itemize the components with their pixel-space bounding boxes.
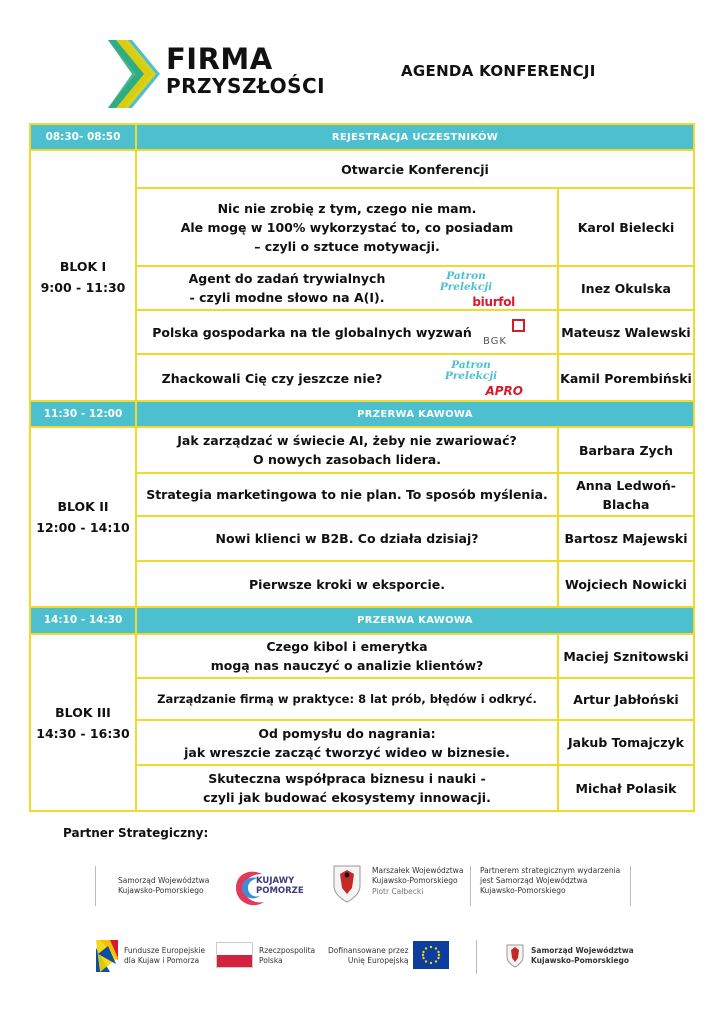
biurfol-logo: biurfol — [472, 295, 515, 309]
fundusze-logo — [96, 940, 118, 972]
talk-blok2-3: Nowi klienci w B2B. Co działa dzisiaj? — [135, 515, 559, 562]
blok2-name: BLOK II — [57, 499, 109, 514]
talk-blok3-2: Zarządzanie firmą w praktyce: 8 lat prób, błędów i odkryć. — [135, 677, 559, 721]
bgk-text: BGK — [483, 336, 507, 347]
blok3-name: BLOK III — [55, 704, 111, 720]
talk-blok2-2: Strategia marketingowa to nie plan. To sposób myślenia. — [135, 472, 559, 517]
rp-text: Rzeczpospolita Polska — [259, 946, 316, 965]
speaker-blok2-1: Barbara Zych — [557, 426, 695, 474]
talk-blok2-1: Jak zarządzać w świecie AI, żeby nie zwariować? O nowych zasobach lidera. — [135, 426, 559, 474]
talk-blok2-4: Pierwsze kroki w eksporcie. — [135, 560, 559, 608]
partner-separator-right — [630, 866, 631, 906]
blok3-time: 14:30 - 16:30 — [36, 725, 130, 741]
logo-line2: PRZYSZŁOŚCI — [166, 74, 326, 98]
talk-blok1-3-title: Polska gospodarka na tle globalnych wyzwań — [152, 324, 472, 340]
blok3-label — [29, 633, 137, 812]
talk-blok1-3 — [135, 309, 559, 355]
patron-apro — [411, 360, 531, 401]
speaker-blok3-4: Michał Polasik — [557, 764, 695, 812]
eu-flag-icon — [413, 941, 449, 969]
blok1-label — [29, 149, 137, 404]
apro-logo: APRO — [485, 384, 523, 398]
speaker-blok3-3: Jakub Tomajczyk — [557, 719, 695, 766]
marszalek-text: Marszałek Województwa Kujawsko-Pomorskiego — [372, 866, 464, 885]
blok1-time: 9:00 - 11:30 — [40, 279, 126, 295]
break1-time: 11:30 - 12:00 — [29, 400, 137, 428]
kujawy-pomorze-logo — [232, 866, 312, 910]
blok1-name: BLOK I — [59, 258, 107, 274]
partner-separator-left — [95, 866, 96, 906]
talk-blok1-4 — [135, 353, 559, 404]
bgk-logo — [483, 319, 527, 347]
patron-label: Patron Prelekcji — [439, 270, 493, 293]
samorzad-text: Samorząd Województwa Kujawsko-Pomorskiego — [118, 876, 210, 895]
opening-cell: Otwarcie Konferencji — [135, 149, 695, 189]
partner-text: Partnerem strategicznym wydarzenia jest Samorząd Województwa Kujawsko-Pomorskiego — [480, 866, 621, 895]
logo-line1: FIRMA — [166, 42, 273, 76]
patron-label-2: Patron Prelekcji — [444, 359, 498, 382]
eagle-shield-small-icon — [506, 944, 524, 968]
eagle-shield-icon — [332, 864, 362, 904]
talk-blok1-2 — [135, 265, 559, 311]
fundusze-text: Fundusze Europejskie dla Kujaw i Pomorza — [124, 946, 206, 965]
talk-blok1-4-title: Zhackowali Cię czy jeszcze nie? — [161, 371, 383, 386]
agenda-title: AGENDA KONFERENCJI — [401, 62, 596, 80]
samorzad2-text: Samorząd Województwa Kujawsko-Pomorskiego — [531, 946, 634, 965]
marszalek-name: Piotr Całbecki — [372, 887, 424, 896]
registration-time: 08:30- 08:50 — [29, 123, 137, 151]
coat-of-arms-logo — [332, 864, 362, 904]
speaker-blok1-4: Kamil Porembiński — [557, 353, 695, 404]
speaker-blok2-2: Anna Ledwoń-Blacha — [557, 472, 695, 517]
blok2-time: 12:00 - 14:10 — [36, 520, 130, 535]
talk-blok3-1: Czego kibol i emerytka mogą nas nauczyć o analizie klientów? — [135, 633, 559, 679]
kujawy-text: KUJAWY POMORZE — [256, 876, 304, 896]
eu-separator — [476, 940, 477, 974]
talk-blok1-2-title: Agent do zadań trywialnych - czyli modne słowo na A(I). — [188, 271, 386, 305]
break2-time: 14:10 - 14:30 — [29, 606, 137, 635]
blok2-label — [29, 426, 137, 608]
talk-blok3-3: Od pomysłu do nagrania: jak wreszcie zacząć tworzyć wideo w biznesie. — [135, 719, 559, 766]
poland-flag-icon — [216, 942, 253, 968]
fundusze-icon — [96, 940, 118, 972]
break2-band: PRZERWA KAWOWA — [135, 606, 695, 635]
talk-blok1-1: Nic nie zrobię z tym, czego nie mam. Ale mogę w 100% wykorzystać to, co posiadam – czyli o sztuce motywacji. — [135, 187, 559, 267]
talk-blok3-4: Skuteczna współpraca biznesu i nauki - czyli jak budować ekosystemy innowacji. — [135, 764, 559, 812]
speaker-blok1-2: Inez Okulska — [557, 265, 695, 311]
patron-biurfol — [411, 271, 521, 312]
partner-separator-mid — [470, 866, 471, 906]
speaker-blok1-1: Karol Bielecki — [557, 187, 695, 267]
speaker-blok2-4: Wojciech Nowicki — [557, 560, 695, 608]
break1-band: PRZERWA KAWOWA — [135, 400, 695, 428]
firma-przyszlosci-logo — [108, 40, 348, 110]
speaker-blok2-3: Bartosz Majewski — [557, 515, 695, 562]
speaker-blok3-2: Artur Jabłoński — [557, 677, 695, 721]
speaker-blok1-3: Mateusz Walewski — [557, 309, 695, 355]
registration-band: REJESTRACJA UCZESTNIKÓW — [135, 123, 695, 151]
coat-of-arms-small — [506, 944, 524, 968]
partner-title: Partner Strategiczny: — [63, 826, 209, 840]
ue-text: Dofinansowane przez Unię Europejską — [328, 946, 409, 965]
speaker-blok3-1: Maciej Sznitowski — [557, 633, 695, 679]
logo-arrow-icon — [108, 40, 160, 108]
